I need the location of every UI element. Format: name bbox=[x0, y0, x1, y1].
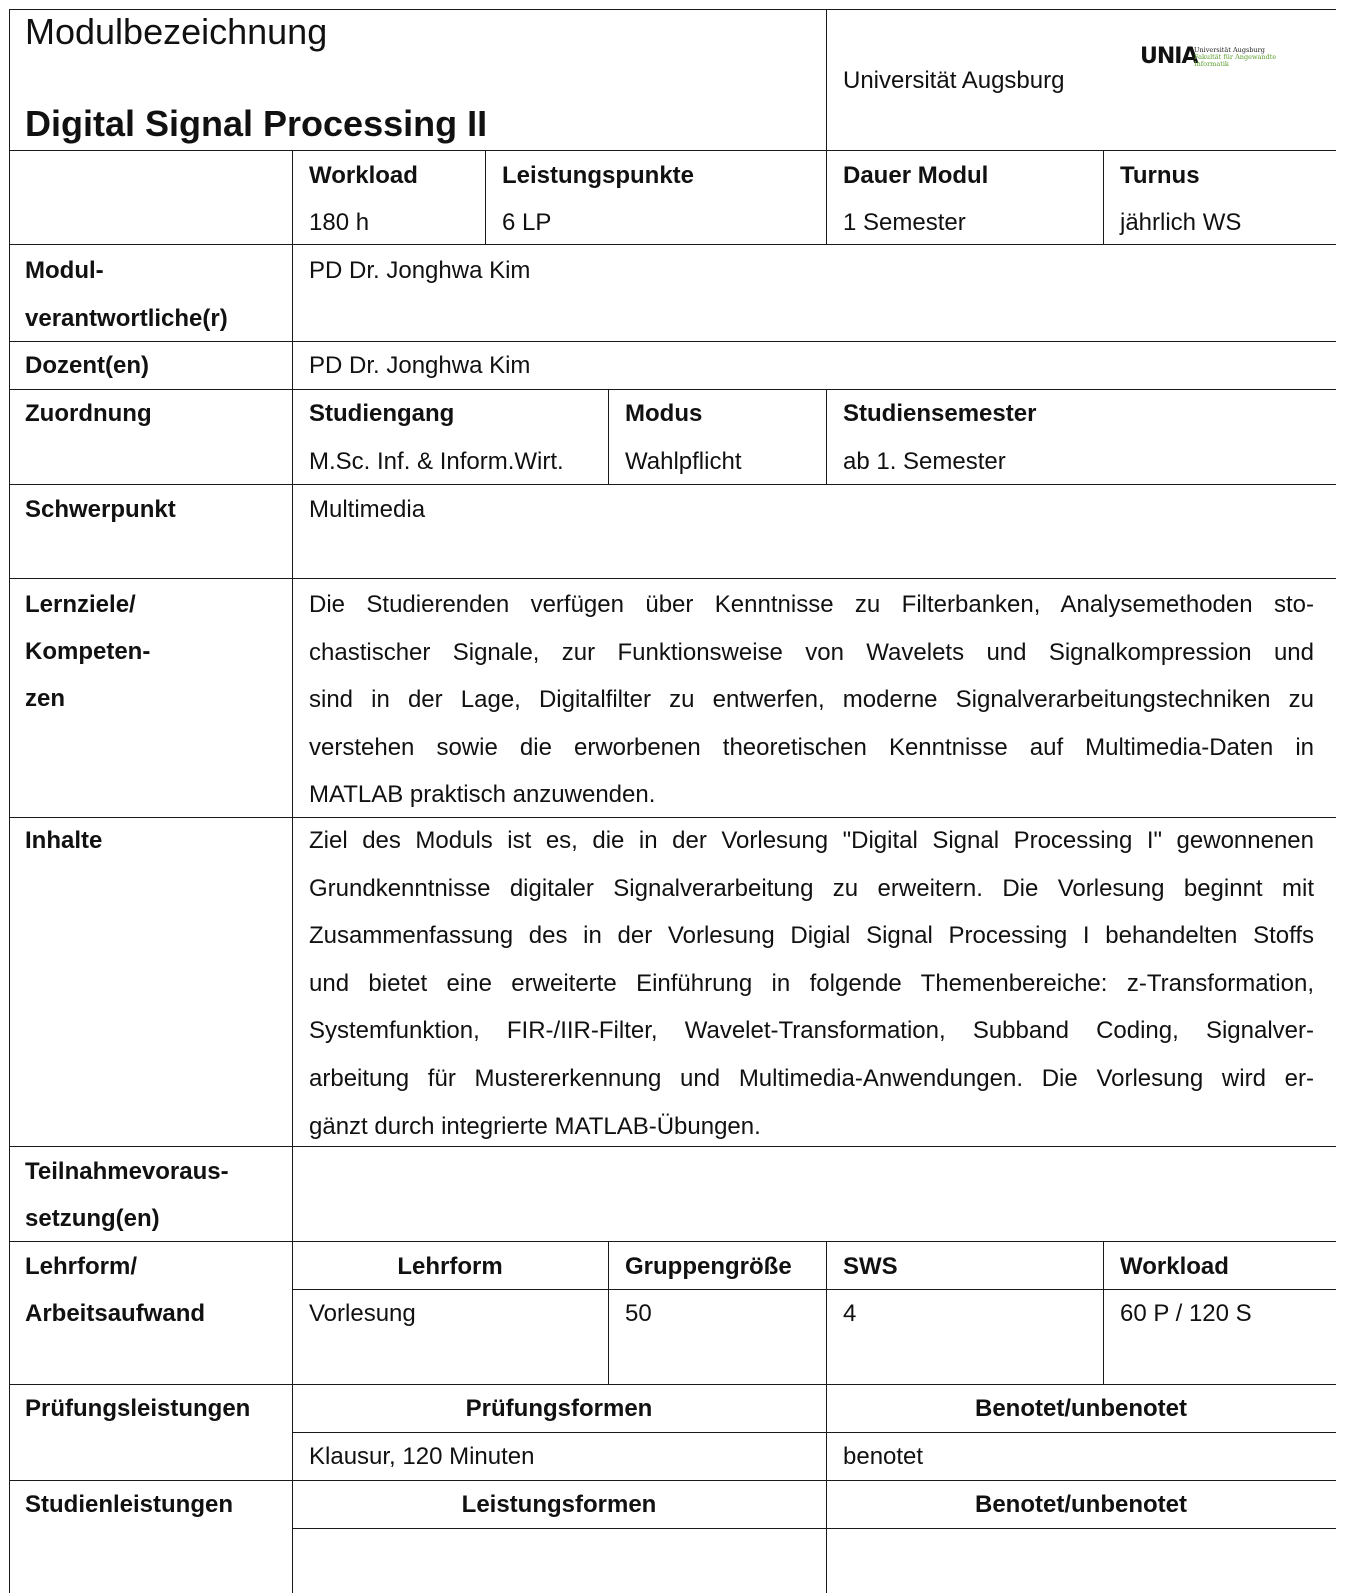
overview-divider bbox=[1103, 150, 1104, 244]
contents-line: Systemfunktion, FIR-/IIR-Filter, Wavelet-Transformation, Subband Coding, Signalver- bbox=[309, 1017, 1314, 1045]
focus-value: Multimedia bbox=[309, 496, 426, 523]
contents-line: gänzt durch integrierte MATLAB-Übungen. bbox=[309, 1112, 761, 1140]
semester-label: Studiensemester bbox=[843, 400, 1037, 427]
goals-line: verstehen sowie die erworbenen theoretischen Kenntnisse auf Multimedia-Daten in bbox=[309, 733, 1314, 761]
logo-mark: UNIA bbox=[1140, 44, 1198, 69]
subrow-divider bbox=[292, 1528, 1336, 1529]
row-divider bbox=[9, 341, 1336, 342]
row-divider bbox=[9, 578, 1336, 579]
lecturer-value: PD Dr. Jonghwa Kim bbox=[309, 352, 531, 379]
contents-line: Grundkenntnisse digitaler Signalverarbeitung zu erweitern. Die Vorlesung beginnt mit bbox=[309, 874, 1314, 902]
cycle-value: jährlich WS bbox=[1120, 209, 1242, 236]
exams-col-graded: Benotet/unbenotet bbox=[975, 1395, 1187, 1422]
row-divider bbox=[9, 244, 1336, 245]
logo-line-department: Informatik bbox=[1194, 60, 1229, 68]
logo-line-faculty: Fakultät für Angewandte bbox=[1194, 53, 1277, 61]
duration-value: 1 Semester bbox=[843, 209, 966, 236]
teaching-sws-value: 4 bbox=[843, 1300, 857, 1327]
prerequisites-label-line1: Teilnahmevoraus- bbox=[25, 1158, 229, 1185]
workload-value: 180 h bbox=[309, 209, 370, 236]
assignment-divider bbox=[826, 389, 827, 484]
teaching-divider bbox=[1103, 1241, 1104, 1384]
goals-text bbox=[309, 581, 1314, 819]
program-label: Studiengang bbox=[309, 400, 455, 427]
mode-value: Wahlpflicht bbox=[625, 448, 742, 475]
goals-label-line2: Kompeten- bbox=[25, 638, 151, 665]
assignment-label: Zuordnung bbox=[25, 400, 152, 427]
header-label: Modulbezeichnung bbox=[25, 11, 328, 52]
coursework-col-forms: Leistungsformen bbox=[461, 1491, 657, 1518]
row-divider bbox=[9, 484, 1336, 485]
contents-line: und bietet eine erweiterte Einführung in folgende Themenbereiche: z-Transformation, bbox=[309, 969, 1314, 997]
university-logo bbox=[1140, 46, 1280, 72]
teaching-col-workload: Workload bbox=[1120, 1253, 1229, 1280]
lecturer-label: Dozent(en) bbox=[25, 352, 149, 379]
exams-label: Prüfungsleistungen bbox=[25, 1395, 251, 1422]
subrow-divider bbox=[292, 1432, 1336, 1433]
assignment-divider bbox=[608, 389, 609, 484]
row-divider bbox=[9, 1480, 1336, 1481]
teaching-divider bbox=[826, 1241, 827, 1384]
table-border-top bbox=[9, 9, 1336, 10]
workload-label: Workload bbox=[309, 162, 418, 189]
goals-line: chastischer Signale, zur Funktionsweise von Wavelets und Signalkompression und bbox=[309, 638, 1314, 666]
responsible-label-line2: verantwortliche(r) bbox=[25, 305, 228, 332]
exams-graded-value: benotet bbox=[843, 1443, 924, 1470]
goals-line: Die Studierenden verfügen über Kenntnisse zu Filterbanken, Analysemethoden sto- bbox=[309, 591, 1314, 618]
contents-line: Ziel des Moduls ist es, die in der Vorlesung "Digital Signal Processing I" gewonnenen bbox=[309, 827, 1314, 854]
row-divider bbox=[9, 1241, 1336, 1242]
program-value: M.Sc. Inf. & Inform.Wirt. bbox=[309, 448, 564, 475]
cycle-label: Turnus bbox=[1120, 162, 1200, 189]
exams-form-value: Klausur, 120 Minuten bbox=[309, 1443, 535, 1470]
teaching-divider bbox=[608, 1241, 609, 1384]
row-divider bbox=[9, 150, 1336, 151]
goals-label-line1: Lernziele/ bbox=[25, 591, 136, 618]
label-column-divider bbox=[292, 150, 293, 1593]
coursework-col-graded: Benotet/unbenotet bbox=[975, 1491, 1187, 1518]
teaching-label-line1: Lehrform/ bbox=[25, 1253, 138, 1280]
responsible-value: PD Dr. Jonghwa Kim bbox=[309, 257, 531, 284]
header-divider bbox=[826, 9, 827, 150]
teaching-col-sws: SWS bbox=[843, 1253, 898, 1280]
contents-line: arbeitung für Mustererkennung und Multimedia-Anwendungen. Die Vorlesung wird er- bbox=[309, 1064, 1314, 1092]
subrow-divider bbox=[292, 1289, 1336, 1290]
table-border-left bbox=[9, 9, 10, 1593]
focus-label: Schwerpunkt bbox=[25, 496, 176, 523]
goals-line: sind in der Lage, Digitalfilter zu entwerfen, moderne Signalverarbeitungstechniken zu bbox=[309, 686, 1314, 714]
prerequisites-label-line2: setzung(en) bbox=[25, 1205, 160, 1232]
exams-col-forms: Prüfungsformen bbox=[465, 1395, 653, 1422]
teaching-col-group: Gruppengröße bbox=[625, 1253, 792, 1280]
row-divider bbox=[9, 1384, 1336, 1385]
teaching-group-value: 50 bbox=[625, 1300, 652, 1327]
mode-label: Modus bbox=[625, 400, 703, 427]
overview-divider bbox=[485, 150, 486, 244]
goals-label-line3: zen bbox=[25, 685, 66, 712]
university-name: Universität Augsburg bbox=[843, 67, 1065, 94]
row-divider bbox=[9, 389, 1336, 390]
contents-label: Inhalte bbox=[25, 827, 103, 854]
logo-line-university: Universität Augsburg bbox=[1194, 46, 1265, 54]
contents-text bbox=[309, 817, 1314, 1150]
teaching-form-value: Vorlesung bbox=[309, 1300, 416, 1327]
duration-label: Dauer Modul bbox=[843, 162, 989, 189]
credits-label: Leistungspunkte bbox=[502, 162, 695, 189]
teaching-label-line2: Arbeitsaufwand bbox=[25, 1300, 206, 1327]
goals-line: MATLAB praktisch anzuwenden. bbox=[309, 781, 656, 809]
teaching-col-form: Lehrform bbox=[397, 1253, 503, 1280]
credits-value: 6 LP bbox=[502, 209, 552, 236]
coursework-label: Studienleistungen bbox=[25, 1491, 234, 1518]
overview-divider bbox=[826, 150, 827, 244]
responsible-label-line1: Modul- bbox=[25, 257, 104, 284]
module-title: Digital Signal Processing II bbox=[25, 103, 488, 144]
semester-value: ab 1. Semester bbox=[843, 448, 1006, 475]
teaching-workload-value: 60 P / 120 S bbox=[1120, 1300, 1252, 1327]
contents-line: Zusammenfassung des in der Vorlesung Digial Signal Processing I behandelten Stoffs bbox=[309, 922, 1314, 950]
